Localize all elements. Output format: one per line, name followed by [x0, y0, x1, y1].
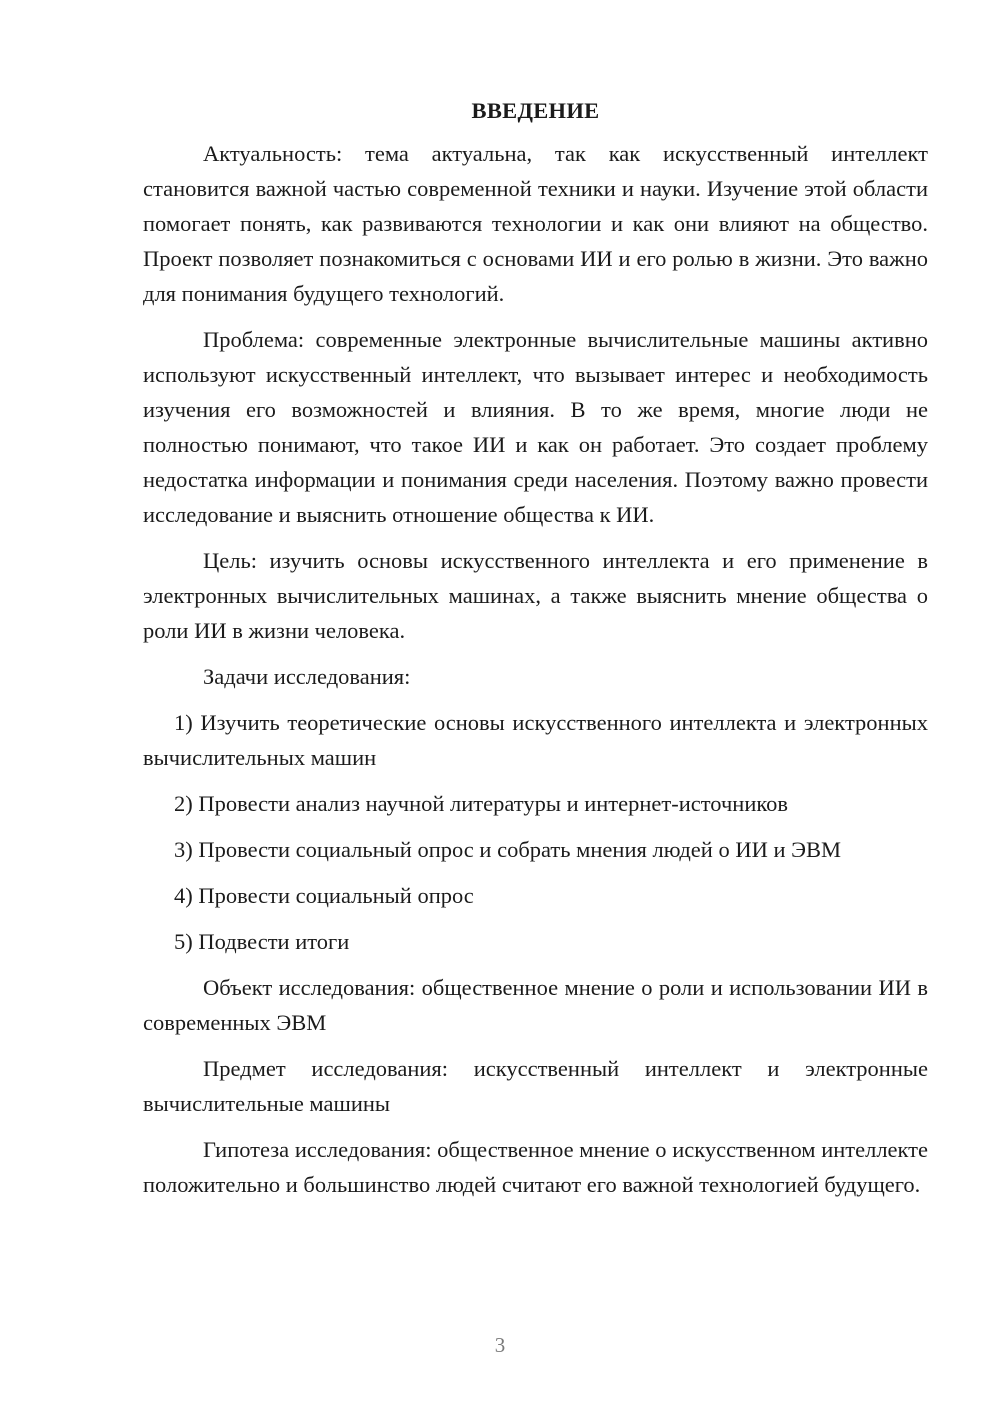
task-item-4: 4) Провести социальный опрос — [174, 883, 474, 908]
paragraph-goal: Цель: изучить основы искусственного интеллекта и его применение в электронных вычислительных машинах, а также выяснить мнение общества о роли ИИ в жизни человека. — [143, 548, 928, 643]
page-title: ВВЕДЕНИЕ — [471, 98, 600, 123]
task-item-1: 1) Изучить теоретические основы искусственного интеллекта и электронных вычислительных машин — [143, 710, 928, 770]
paragraph-problem: Проблема: современные электронные вычислительные машины активно используют искусственный интеллект, что вызывает интерес и необходимость изучения его возможностей и влияния. В то же время, многие люди не полностью понимают, что такое ИИ и как он работает. Это создает проблему недостатка информации и понимания среди населения. Поэтому важно провести исследование и выяснить отношение общества к ИИ. — [143, 327, 928, 527]
paragraph-hypothesis: Гипотеза исследования: общественное мнение о искусственном интеллекте положительно и большинство людей считают его важной технологией будущего. — [143, 1137, 928, 1197]
task-item-2: 2) Провести анализ научной литературы и интернет-источников — [174, 791, 789, 816]
task-item-5: 5) Подвести итоги — [174, 929, 350, 954]
task-list — [143, 705, 928, 959]
task-item-3: 3) Провести социальный опрос и собрать мнения людей о ИИ и ЭВМ — [174, 837, 841, 862]
paragraph-relevance: Актуальность: тема актуальна, так как искусственный интеллект становится важной частью современной техники и науки. Изучение этой области помогает понять, как развиваются технологии и как они влияют на общество. Проект позволяет познакомиться с основами ИИ и его ролью в жизни. Это важно для понимания будущего технологий. — [143, 141, 928, 306]
document-page — [143, 96, 928, 1202]
paragraph-subject: Предмет исследования: искусственный интеллект и электронные вычислительные машины — [143, 1056, 928, 1116]
tasks-heading: Задачи исследования: — [203, 664, 411, 689]
page-number: 3 — [494, 1333, 506, 1357]
paragraph-object: Объект исследования: общественное мнение о роли и использовании ИИ в современных ЭВМ — [143, 975, 928, 1035]
